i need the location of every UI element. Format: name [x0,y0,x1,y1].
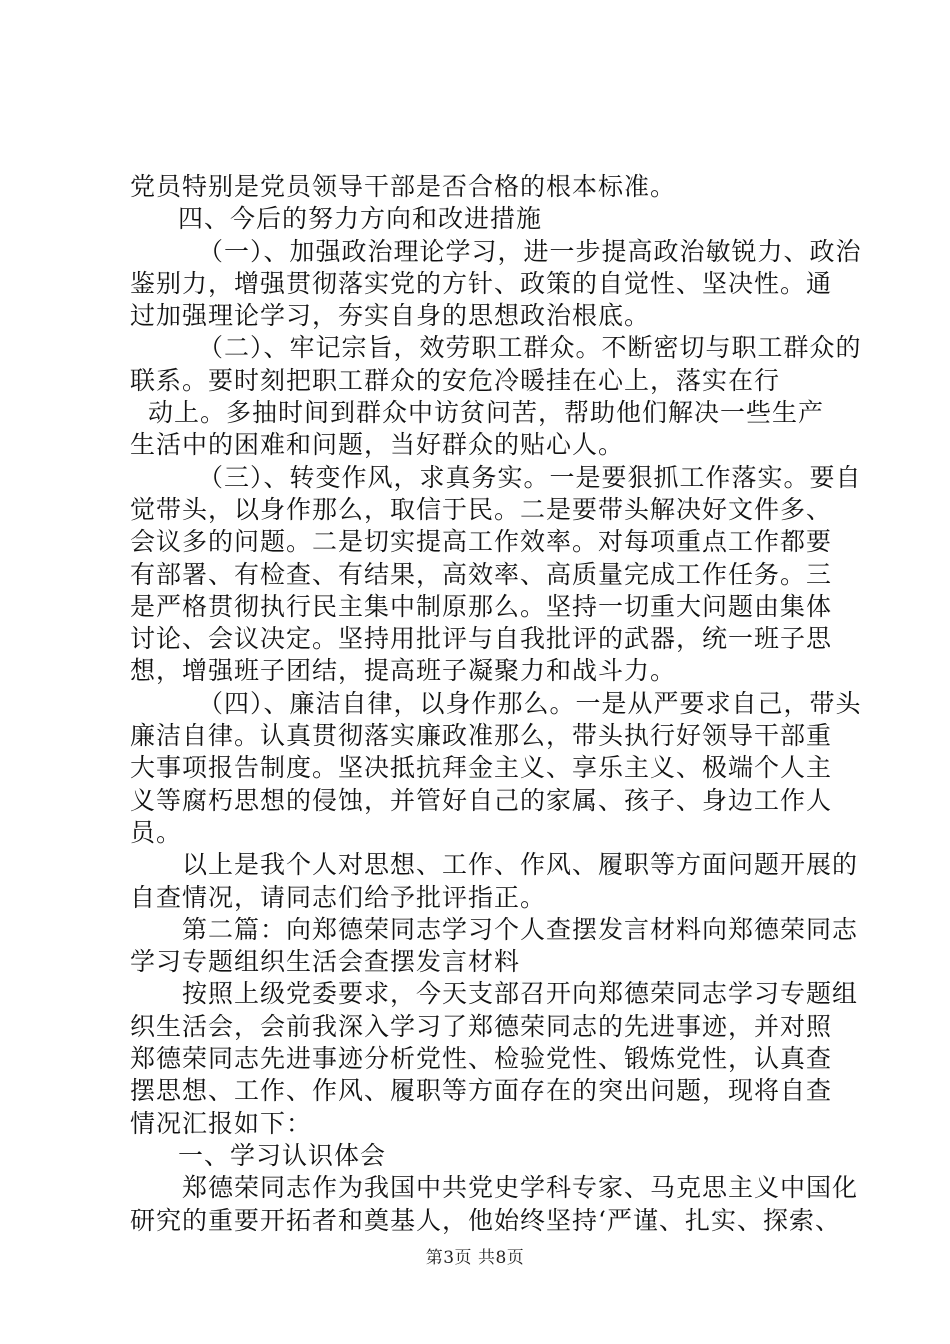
text-line: 员。 [130,817,183,847]
text-line: 生活中的困难和问题，当好群众的贴心人。 [130,430,625,460]
text-line: 想，增强班子团结，提高班子凝聚力和战斗力。 [130,656,677,686]
text-line: 是严格贯彻执行民主集中制原那么。坚持一切重大问题由集体 [130,591,833,621]
text-line: （一）、加强政治理论学习，进一步提高政治敏锐力、政治 [198,236,862,266]
text-line: 摆思想、工作、作风、履职等方面存在的突出问题，现将自查 [130,1076,833,1106]
section-heading: 一、学习认识体会 [178,1140,387,1170]
chapter-title: 第二篇：向郑德荣同志学习个人查摆发言材料向郑德荣同志 [182,914,859,944]
text-line: 郑德荣同志作为我国中共党史学科专家、马克思主义中国化 [182,1173,859,1203]
text-line: （三）、转变作风，求真务实。一是要狠抓工作落实。要自 [198,462,862,492]
text-line: 觉带头，以身作那么，取信于民。二是要带头解决好文件多、 [130,494,833,524]
text-line: 讨论、会议决定。坚持用批评与自我批评的武器，统一班子思 [130,624,833,654]
text-line: 会议多的问题。二是切实提高工作效率。对每项重点工作都要 [130,527,833,557]
text-line: （四）、廉洁自律，以身作那么。一是从严要求自己，带头 [198,688,862,718]
text-line: 义等腐朽思想的侵蚀，并管好自己的家属、孩子、身边工作人 [130,785,833,815]
text-line: 按照上级党委要求，今天支部召开向郑德荣同志学习专题组 [182,979,859,1009]
text-line: 织生活会，会前我深入学习了郑德荣同志的先进事迹，并对照 [130,1011,833,1041]
text-line: 鉴别力，增强贯彻落实党的方针、政策的自觉性、坚决性。通 [130,268,833,298]
document-body [130,171,862,1237]
text-line: 有部署、有检查、有结果，高效率、高质量完成工作任务。三 [130,559,833,589]
text-line: 大事项报告制度。坚决抵抗拜金主义、享乐主义、极端个人主 [130,753,833,783]
text-line: 动上。多抽时间到群众中访贫问苦，帮助他们解决一些生产 [148,398,825,428]
text-line: 联系。要时刻把职工群众的安危冷暖挂在心上，落实在行 [130,365,781,395]
text-line: （二）、牢记宗旨，效劳职工群众。不断密切与职工群众的 [198,333,862,363]
text-line: 研究的重要开拓者和奠基人，他始终坚持‘严谨、扎实、探索、 [130,1205,841,1235]
text-line: 廉洁自律。认真贯彻落实廉政准那么，带头执行好领导干部重 [130,721,833,751]
text-line: 以上是我个人对思想、工作、作风、履职等方面问题开展的 [182,850,859,880]
page-number-footer: 第3页 共8页 [425,1248,525,1268]
text-line: 过加强理论学习，夯实自身的思想政治根底。 [130,301,651,331]
chapter-title: 学习专题组织生活会查摆发言材料 [130,947,521,977]
text-line: 自查情况，请同志们给予批评指正。 [130,882,547,912]
text-line: 情况汇报如下： [130,1108,313,1138]
text-line: 党员特别是党员领导干部是否合格的根本标准。 [130,172,677,201]
text-line: 郑德荣同志先进事迹分析党性、检验党性、锻炼党性，认真查 [130,1044,833,1074]
section-heading: 四、今后的努力方向和改进措施 [178,204,543,234]
